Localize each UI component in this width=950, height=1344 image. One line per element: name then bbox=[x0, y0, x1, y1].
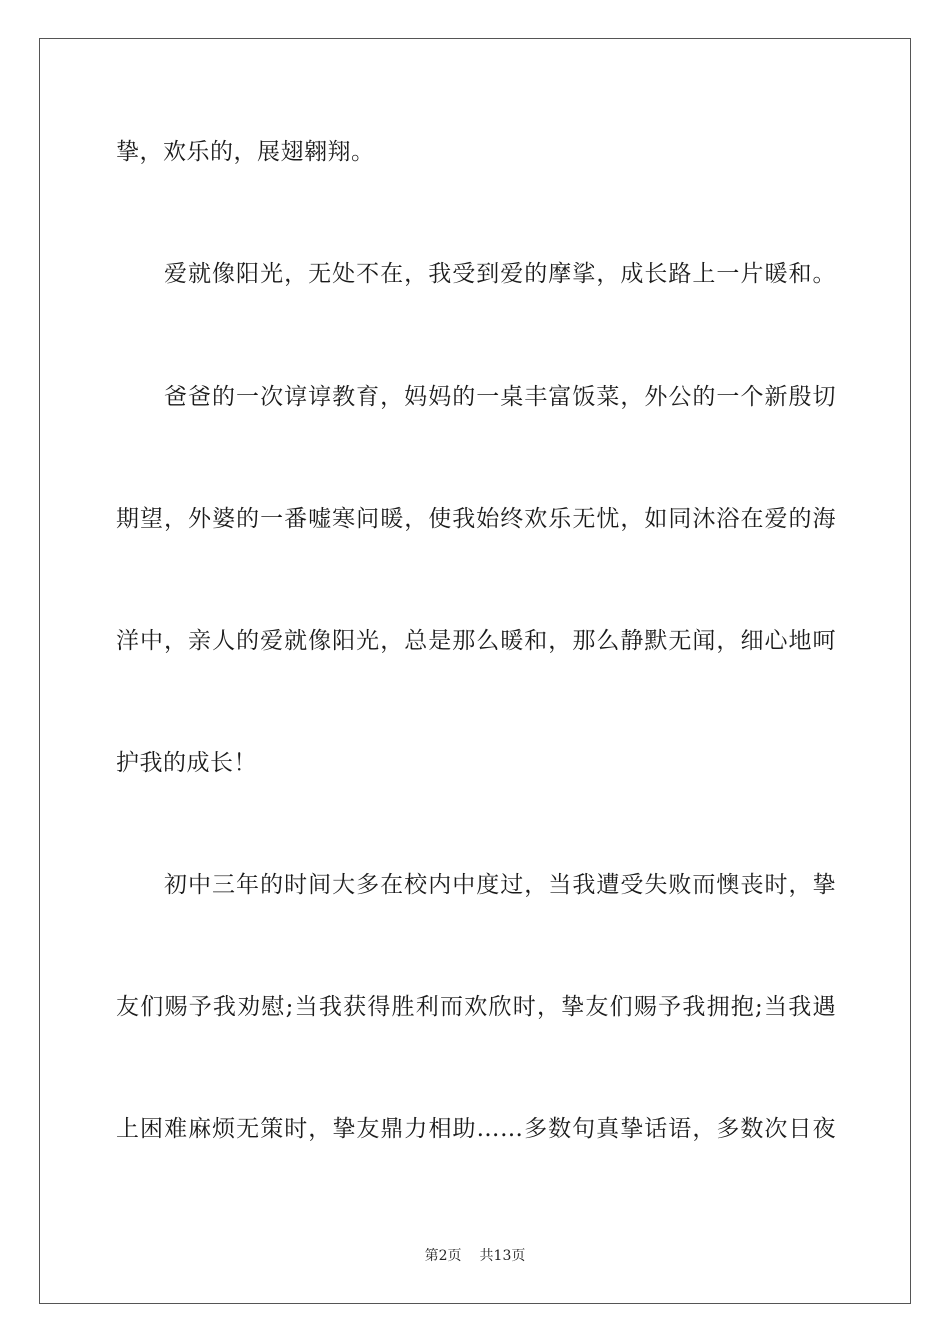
paragraph-line: 挚，欢乐的，展翅翱翔。 bbox=[116, 139, 375, 165]
paragraph-line: 爱就像阳光，无处不在，我受到爱的摩挲，成长路上一片暖和。 bbox=[164, 261, 836, 287]
page-footer bbox=[0, 1247, 950, 1265]
paragraph-line: 期望，外婆的一番嘘寒问暖，使我始终欢乐无忧，如同沐浴在爱的海 bbox=[116, 506, 836, 532]
paragraph-line: 初中三年的时间大多在校内中度过，当我遭受失败而懊丧时，挚 bbox=[164, 872, 836, 898]
total-pages: 共13页 bbox=[479, 1248, 526, 1264]
paragraph-line: 洋中，亲人的爱就像阳光，总是那么暖和，那么静默无闻，细心地呵 bbox=[116, 628, 836, 654]
paragraph-line: 上困难麻烦无策时，挚友鼎力相助……多数句真挚话语，多数次日夜 bbox=[116, 1116, 836, 1142]
paragraph-line: 爸爸的一次谆谆教育，妈妈的一桌丰富饭菜，外公的一个新殷切 bbox=[164, 384, 836, 410]
paragraph-line: 护我的成长！ bbox=[116, 750, 257, 776]
page-number: 第2页 bbox=[424, 1248, 462, 1264]
paragraph-line: 友们赐予我劝慰;当我获得胜利而欢欣时，挚友们赐予我拥抱;当我遇 bbox=[116, 994, 836, 1020]
